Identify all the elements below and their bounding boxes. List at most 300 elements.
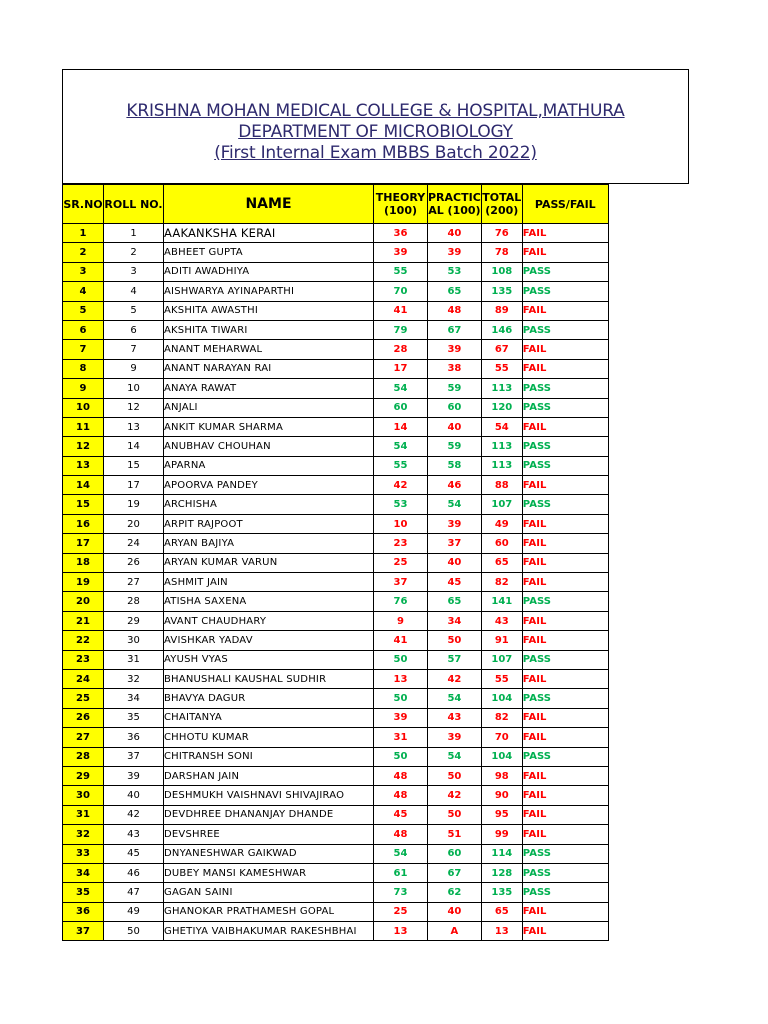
result-cell: PASS [522,650,608,669]
roll-no-cell: 40 [104,786,164,805]
roll-no-cell: 42 [104,805,164,824]
practical-marks-cell: 65 [428,282,482,301]
student-name-cell: AKSHITA AWASTHI [164,301,374,320]
result-cell: PASS [522,262,608,281]
roll-no-cell: 43 [104,825,164,844]
theory-marks-cell: 37 [374,573,428,592]
theory-marks-cell: 73 [374,883,428,902]
sr-no-cell: 6 [63,320,104,339]
table-header-row [63,185,609,224]
roll-no-cell: 20 [104,514,164,533]
total-marks-cell: 120 [481,398,522,417]
theory-marks-cell: 39 [374,243,428,262]
roll-no-cell: 10 [104,379,164,398]
sr-no-cell: 12 [63,437,104,456]
total-marks-cell: 91 [481,631,522,650]
total-marks-cell: 90 [481,786,522,805]
result-cell: FAIL [522,573,608,592]
student-name-cell: AVISHKAR YADAV [164,631,374,650]
result-cell: FAIL [522,340,608,359]
roll-no-cell: 31 [104,650,164,669]
practical-marks-cell: 34 [428,611,482,630]
sr-no-cell: 2 [63,243,104,262]
sr-no-cell: 34 [63,863,104,882]
roll-no-cell: 28 [104,592,164,611]
result-cell: FAIL [522,553,608,572]
table-row [63,689,609,708]
sr-no-cell: 36 [63,902,104,921]
practical-marks-cell: 40 [428,417,482,436]
sr-no-cell: 5 [63,301,104,320]
table-row [63,514,609,533]
sr-no-cell: 9 [63,379,104,398]
total-marks-cell: 141 [481,592,522,611]
table-row [63,922,609,941]
practical-marks-cell: 46 [428,476,482,495]
student-name-cell: BHAVYA DAGUR [164,689,374,708]
sr-no-cell: 3 [63,262,104,281]
practical-marks-cell: 57 [428,650,482,669]
roll-no-cell: 37 [104,747,164,766]
sr-no-cell: 37 [63,922,104,941]
table-row [63,805,609,824]
result-cell: FAIL [522,417,608,436]
student-name-cell: ANJALI [164,398,374,417]
student-name-cell: DNYANESHWAR GAIKWAD [164,844,374,863]
sr-no-cell: 7 [63,340,104,359]
result-cell: FAIL [522,669,608,688]
student-name-cell: ASHMIT JAIN [164,573,374,592]
practical-marks-cell: 60 [428,844,482,863]
practical-marks-cell: 43 [428,708,482,727]
practical-marks-cell: 40 [428,902,482,921]
total-marks-cell: 76 [481,224,522,243]
total-marks-cell: 98 [481,766,522,785]
theory-marks-cell: 61 [374,863,428,882]
table-row [63,592,609,611]
practical-marks-cell: 37 [428,534,482,553]
total-marks-cell: 60 [481,534,522,553]
total-marks-cell: 99 [481,825,522,844]
roll-no-cell: 32 [104,669,164,688]
table-row [63,553,609,572]
result-cell: PASS [522,320,608,339]
roll-no-cell: 19 [104,495,164,514]
theory-marks-cell: 9 [374,611,428,630]
practical-marks-cell: 60 [428,398,482,417]
total-marks-cell: 113 [481,456,522,475]
theory-marks-cell: 48 [374,825,428,844]
sr-no-cell: 8 [63,359,104,378]
total-marks-cell: 108 [481,262,522,281]
roll-no-cell: 17 [104,476,164,495]
result-cell: PASS [522,379,608,398]
result-cell: PASS [522,592,608,611]
total-marks-cell: 65 [481,902,522,921]
theory-marks-cell: 45 [374,805,428,824]
table-row [63,573,609,592]
student-name-cell: ANANT MEHARWAL [164,340,374,359]
roll-no-cell: 47 [104,883,164,902]
header-name: NAME [164,185,374,224]
roll-no-cell: 6 [104,320,164,339]
roll-no-cell: 4 [104,282,164,301]
roll-no-cell: 24 [104,534,164,553]
roll-no-cell: 9 [104,359,164,378]
practical-marks-cell: 42 [428,669,482,688]
roll-no-cell: 50 [104,922,164,941]
sr-no-cell: 31 [63,805,104,824]
practical-marks-cell: 40 [428,224,482,243]
header-roll-no: ROLL NO. [104,185,164,224]
sr-no-cell: 16 [63,514,104,533]
practical-marks-cell: 67 [428,863,482,882]
table-row [63,379,609,398]
theory-marks-cell: 50 [374,747,428,766]
title-box [62,69,689,184]
sr-no-cell: 25 [63,689,104,708]
theory-marks-cell: 54 [374,437,428,456]
practical-marks-cell: 51 [428,825,482,844]
total-marks-cell: 67 [481,340,522,359]
theory-marks-cell: 25 [374,553,428,572]
result-cell: FAIL [522,728,608,747]
sr-no-cell: 14 [63,476,104,495]
student-name-cell: CHAITANYA [164,708,374,727]
table-row [63,340,609,359]
total-marks-cell: 107 [481,650,522,669]
student-name-cell: BHANUSHALI KAUSHAL SUDHIR [164,669,374,688]
total-marks-cell: 146 [481,320,522,339]
roll-no-cell: 36 [104,728,164,747]
header-practical: PRACTIC AL (100) [428,185,482,224]
student-name-cell: AVANT CHAUDHARY [164,611,374,630]
student-name-cell: ABHEET GUPTA [164,243,374,262]
table-row [63,224,609,243]
result-cell: FAIL [522,631,608,650]
sr-no-cell: 17 [63,534,104,553]
table-row [63,534,609,553]
roll-no-cell: 12 [104,398,164,417]
practical-marks-cell: 54 [428,495,482,514]
roll-no-cell: 15 [104,456,164,475]
student-name-cell: ANANT NARAYAN RAI [164,359,374,378]
student-name-cell: GAGAN SAINI [164,883,374,902]
table-row [63,456,609,475]
table-row [63,282,609,301]
result-cell: PASS [522,437,608,456]
exam-title: (First Internal Exam MBBS Batch 2022) [214,143,537,163]
student-name-cell: DEVDHREE DHANANJAY DHANDE [164,805,374,824]
practical-marks-cell: 45 [428,573,482,592]
total-marks-cell: 82 [481,708,522,727]
result-cell: PASS [522,883,608,902]
result-cell: FAIL [522,766,608,785]
total-marks-cell: 107 [481,495,522,514]
sr-no-cell: 4 [63,282,104,301]
table-row [63,476,609,495]
total-marks-cell: 114 [481,844,522,863]
result-cell: FAIL [522,611,608,630]
table-row [63,669,609,688]
total-marks-cell: 55 [481,669,522,688]
total-marks-cell: 55 [481,359,522,378]
total-marks-cell: 128 [481,863,522,882]
sr-no-cell: 23 [63,650,104,669]
theory-marks-cell: 53 [374,495,428,514]
sr-no-cell: 28 [63,747,104,766]
total-marks-cell: 88 [481,476,522,495]
practical-marks-cell: A [428,922,482,941]
table-row [63,398,609,417]
student-name-cell: ANUBHAV CHOUHAN [164,437,374,456]
theory-marks-cell: 17 [374,359,428,378]
theory-marks-cell: 39 [374,708,428,727]
sr-no-cell: 27 [63,728,104,747]
result-cell: FAIL [522,922,608,941]
roll-no-cell: 34 [104,689,164,708]
table-row [63,417,609,436]
roll-no-cell: 46 [104,863,164,882]
student-name-cell: ARYAN BAJIYA [164,534,374,553]
sr-no-cell: 13 [63,456,104,475]
roll-no-cell: 26 [104,553,164,572]
roll-no-cell: 27 [104,573,164,592]
table-row [63,728,609,747]
theory-marks-cell: 28 [374,340,428,359]
theory-marks-cell: 54 [374,379,428,398]
table-row [63,766,609,785]
theory-marks-cell: 55 [374,456,428,475]
roll-no-cell: 29 [104,611,164,630]
total-marks-cell: 13 [481,922,522,941]
theory-marks-cell: 36 [374,224,428,243]
practical-marks-cell: 59 [428,379,482,398]
result-cell: PASS [522,495,608,514]
theory-marks-cell: 76 [374,592,428,611]
theory-marks-cell: 50 [374,650,428,669]
practical-marks-cell: 54 [428,747,482,766]
theory-marks-cell: 14 [374,417,428,436]
student-name-cell: DARSHAN JAIN [164,766,374,785]
student-name-cell: CHITRANSH SONI [164,747,374,766]
result-cell: FAIL [522,708,608,727]
sr-no-cell: 15 [63,495,104,514]
result-cell: PASS [522,863,608,882]
practical-marks-cell: 39 [428,340,482,359]
roll-no-cell: 5 [104,301,164,320]
theory-marks-cell: 48 [374,766,428,785]
total-marks-cell: 113 [481,379,522,398]
total-marks-cell: 70 [481,728,522,747]
total-marks-cell: 82 [481,573,522,592]
roll-no-cell: 35 [104,708,164,727]
theory-marks-cell: 70 [374,282,428,301]
theory-marks-cell: 48 [374,786,428,805]
theory-marks-cell: 60 [374,398,428,417]
sr-no-cell: 30 [63,786,104,805]
table-row [63,708,609,727]
result-cell: FAIL [522,476,608,495]
table-row [63,863,609,882]
sr-no-cell: 21 [63,611,104,630]
sr-no-cell: 35 [63,883,104,902]
total-marks-cell: 104 [481,689,522,708]
student-name-cell: ARYAN KUMAR VARUN [164,553,374,572]
practical-marks-cell: 50 [428,805,482,824]
result-cell: FAIL [522,301,608,320]
practical-marks-cell: 42 [428,786,482,805]
total-marks-cell: 135 [481,883,522,902]
sr-no-cell: 11 [63,417,104,436]
sr-no-cell: 33 [63,844,104,863]
student-name-cell: ATISHA SAXENA [164,592,374,611]
result-cell: PASS [522,398,608,417]
student-name-cell: ARCHISHA [164,495,374,514]
result-cell: FAIL [522,224,608,243]
roll-no-cell: 13 [104,417,164,436]
table-row [63,495,609,514]
practical-marks-cell: 50 [428,766,482,785]
total-marks-cell: 104 [481,747,522,766]
sr-no-cell: 29 [63,766,104,785]
practical-marks-cell: 38 [428,359,482,378]
practical-marks-cell: 39 [428,514,482,533]
result-cell: FAIL [522,902,608,921]
roll-no-cell: 1 [104,224,164,243]
roll-no-cell: 2 [104,243,164,262]
theory-marks-cell: 41 [374,631,428,650]
result-cell: FAIL [522,359,608,378]
result-cell: FAIL [522,243,608,262]
student-name-cell: AAKANKSHA KERAI [164,224,374,243]
practical-marks-cell: 50 [428,631,482,650]
theory-marks-cell: 10 [374,514,428,533]
result-cell: FAIL [522,786,608,805]
student-name-cell: ANKIT KUMAR SHARMA [164,417,374,436]
student-name-cell: AYUSH VYAS [164,650,374,669]
total-marks-cell: 65 [481,553,522,572]
practical-marks-cell: 48 [428,301,482,320]
header-total: TOTAL (200) [481,185,522,224]
theory-marks-cell: 54 [374,844,428,863]
theory-marks-cell: 25 [374,902,428,921]
practical-marks-cell: 39 [428,728,482,747]
roll-no-cell: 49 [104,902,164,921]
student-name-cell: GHANOKAR PRATHAMESH GOPAL [164,902,374,921]
student-name-cell: APOORVA PANDEY [164,476,374,495]
roll-no-cell: 30 [104,631,164,650]
roll-no-cell: 14 [104,437,164,456]
result-cell: FAIL [522,825,608,844]
result-cell: PASS [522,747,608,766]
student-name-cell: ARPIT RAJPOOT [164,514,374,533]
theory-marks-cell: 31 [374,728,428,747]
sr-no-cell: 20 [63,592,104,611]
practical-marks-cell: 59 [428,437,482,456]
total-marks-cell: 78 [481,243,522,262]
student-name-cell: CHHOTU KUMAR [164,728,374,747]
student-name-cell: GHETIYA VAIBHAKUMAR RAKESHBHAI [164,922,374,941]
theory-marks-cell: 55 [374,262,428,281]
total-marks-cell: 54 [481,417,522,436]
results-table [62,184,609,941]
table-row [63,631,609,650]
header-theory: THEORY (100) [374,185,428,224]
sr-no-cell: 32 [63,825,104,844]
roll-no-cell: 7 [104,340,164,359]
table-row [63,243,609,262]
header-sr-no: SR.NO [63,185,104,224]
table-body [63,224,609,941]
table-row [63,650,609,669]
result-cell: FAIL [522,514,608,533]
total-marks-cell: 49 [481,514,522,533]
total-marks-cell: 43 [481,611,522,630]
table-row [63,359,609,378]
student-name-cell: DUBEY MANSI KAMESHWAR [164,863,374,882]
table-row [63,320,609,339]
total-marks-cell: 135 [481,282,522,301]
table-row [63,262,609,281]
result-cell: FAIL [522,805,608,824]
sr-no-cell: 24 [63,669,104,688]
practical-marks-cell: 53 [428,262,482,281]
total-marks-cell: 89 [481,301,522,320]
practical-marks-cell: 58 [428,456,482,475]
table-row [63,747,609,766]
practical-marks-cell: 67 [428,320,482,339]
table-row [63,844,609,863]
student-name-cell: DEVSHREE [164,825,374,844]
roll-no-cell: 3 [104,262,164,281]
result-cell: PASS [522,844,608,863]
result-cell: PASS [522,689,608,708]
theory-marks-cell: 13 [374,922,428,941]
student-name-cell: APARNA [164,456,374,475]
student-name-cell: AISHWARYA AYINAPARTHI [164,282,374,301]
sr-no-cell: 19 [63,573,104,592]
student-name-cell: ADITI AWADHIYA [164,262,374,281]
theory-marks-cell: 13 [374,669,428,688]
roll-no-cell: 45 [104,844,164,863]
theory-marks-cell: 79 [374,320,428,339]
practical-marks-cell: 65 [428,592,482,611]
theory-marks-cell: 23 [374,534,428,553]
college-name: KRISHNA MOHAN MEDICAL COLLEGE & HOSPITAL,MATHURA [126,101,625,121]
result-cell: PASS [522,282,608,301]
table-row [63,786,609,805]
total-marks-cell: 113 [481,437,522,456]
total-marks-cell: 95 [481,805,522,824]
table-row [63,301,609,320]
student-name-cell: DESHMUKH VAISHNAVI SHIVAJIRAO [164,786,374,805]
table-row [63,437,609,456]
practical-marks-cell: 40 [428,553,482,572]
practical-marks-cell: 39 [428,243,482,262]
table-row [63,825,609,844]
table-row [63,883,609,902]
sr-no-cell: 22 [63,631,104,650]
student-name-cell: AKSHITA TIWARI [164,320,374,339]
theory-marks-cell: 50 [374,689,428,708]
table-row [63,611,609,630]
sr-no-cell: 1 [63,224,104,243]
department-name: DEPARTMENT OF MICROBIOLOGY [238,122,513,142]
practical-marks-cell: 62 [428,883,482,902]
sr-no-cell: 18 [63,553,104,572]
theory-marks-cell: 41 [374,301,428,320]
